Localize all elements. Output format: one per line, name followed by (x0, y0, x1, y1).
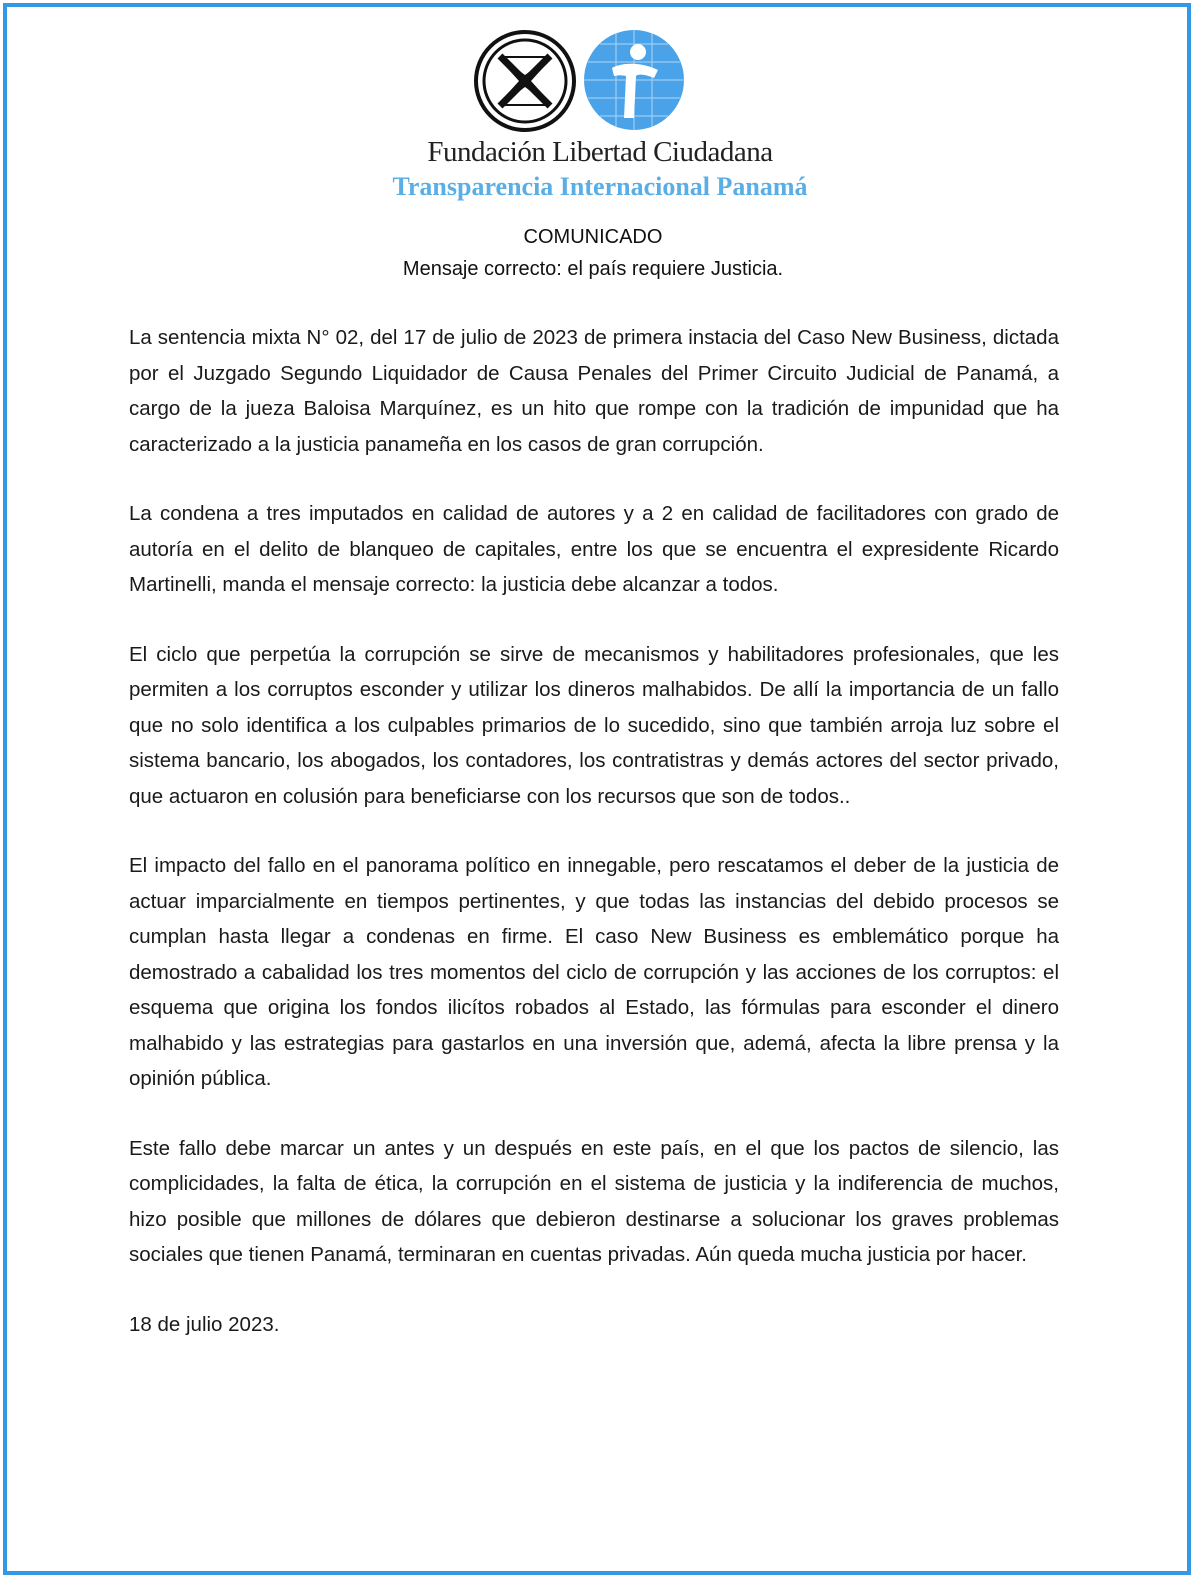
organization-subtitle: Transparencia Internacional Panamá (392, 172, 808, 201)
document-subtitle: Mensaje correcto: el país requiere Justicia. (402, 258, 784, 280)
document-body (129, 320, 1059, 1376)
paragraph: Este fallo debe marcar un antes y un después en este país, en el que los pactos de silencio, las complicidades, la falta de ética, la corrupción en el sistema de justicia y la indiferencia de muchos, hizo posible que millones de dólares que debieron destinarse a solucionar los graves problemas sociales que tienen Panamá, terminaran en cuentas privadas. Aún queda mucha justicia por hacer. (129, 1136, 1059, 1266)
flc-x-logo-icon (472, 28, 578, 134)
paragraph: El ciclo que perpetúa la corrupción se sirve de mecanismos y habilitadores profesionales, que les permiten a los corruptos esconder y utilizar los dineros malhabidos. De allí la importancia de un fallo que no solo identifica a los culpables primarios de lo sucedido, sino que también arroja luz sobre el sistema bancario, los abogados, los contadores, los contratistras y demás actores del sector privado, que actuaron en colusión para beneficiarse con los recursos que son de todos.. (129, 642, 1059, 808)
transparency-international-logo-icon (582, 28, 686, 132)
document-type: COMUNICADO (523, 226, 663, 248)
paragraph: La condena a tres imputados en calidad de autores y a 2 en calidad de facilitadores con grado de autoría en el delito de blanqueo de capitales, entre los que se encuentra el expresidente Ricardo Martinelli, manda el mensaje correcto: la justicia debe alcanzar a todos. (129, 502, 1059, 596)
paragraph: La sentencia mixta N° 02, del 17 de julio de 2023 de primera instacia del Caso New Business, dictada por el Juzgado Segundo Liquidador de Causa Penales del Primer Circuito Judicial de Panamá, a cargo de la jueza Baloisa Marquínez, es un hito que rompe con la tradición de impunidad que ha caracterizado a la justicia panameña en los casos de gran corrupción. (129, 326, 1059, 456)
paragraph: El impacto del fallo en el panorama político en innegable, pero rescatamos el deber de la justicia de actuar imparcialmente en tiempos pertinentes, y que todas las instancias del debido procesos se cumplan hasta llegar a condenas en firme. El caso New Business es emblemático porque ha demostrado a cabalidad los tres momentos del ciclo de corrupción y las acciones de los corruptos: el esquema que origina los fondos ilicítos robados al Estado, las fórmulas para esconder el dinero malhabido y las estrategias para gastarlos en una inversión que, ademá, afecta la libre prensa y la opinión pública. (129, 854, 1059, 1090)
document-date: 18 de julio 2023. (129, 1312, 280, 1336)
header-logos (472, 28, 686, 138)
organization-name: Fundación Libertad Ciudadana (427, 136, 773, 168)
